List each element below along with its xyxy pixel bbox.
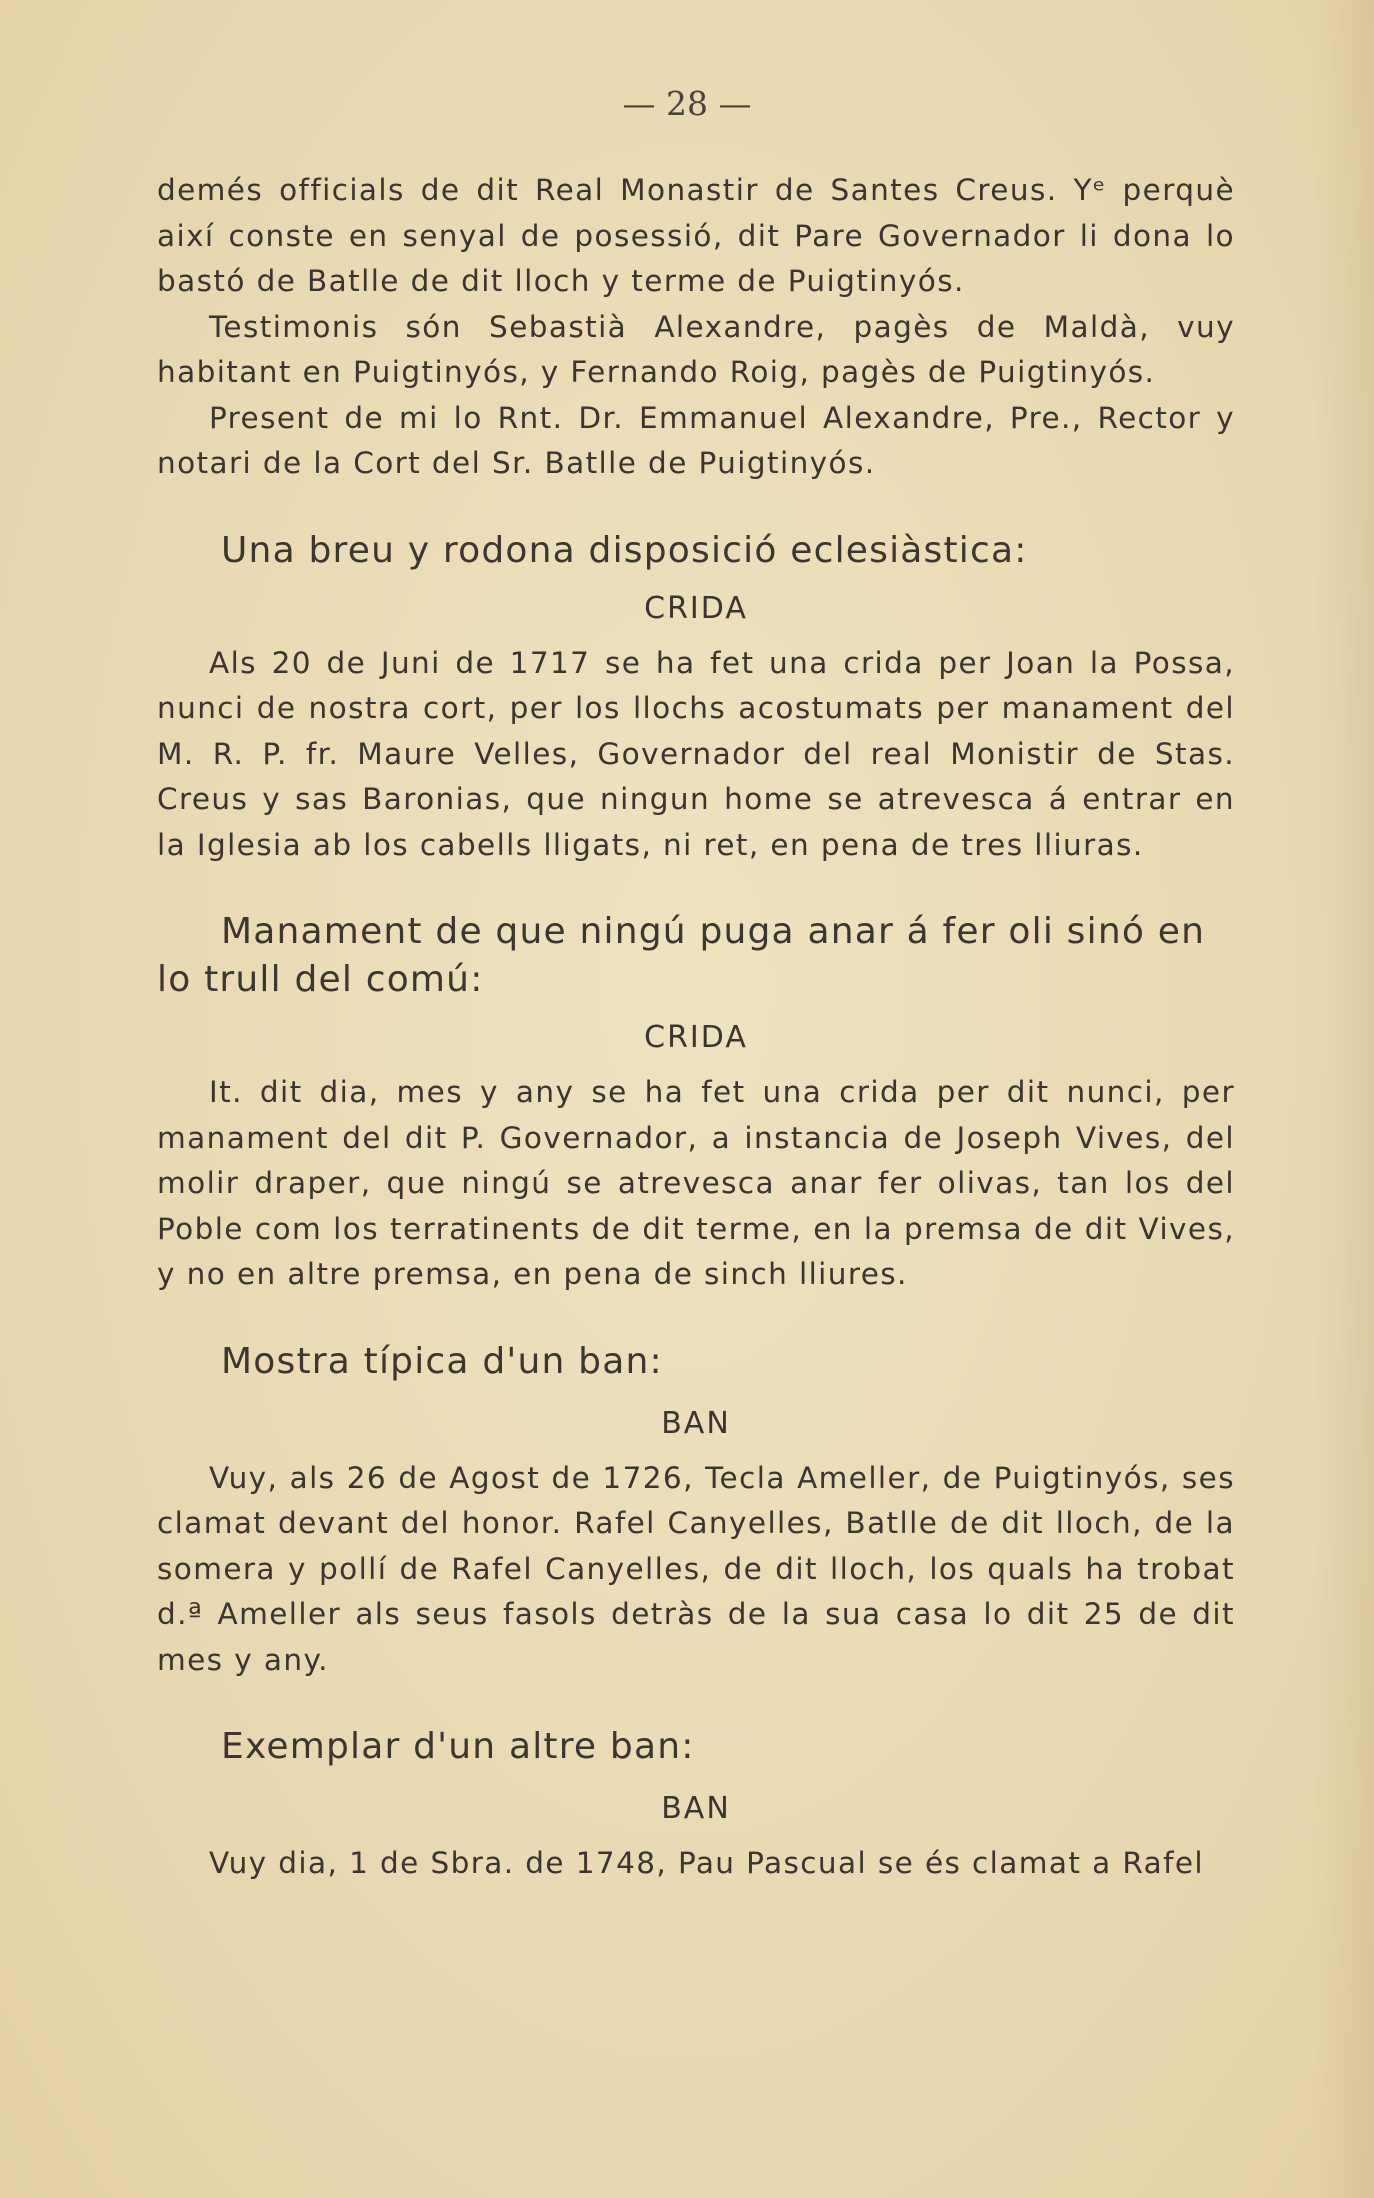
- paragraph-officials: demés officials de dit Real Monastir de Santes Creus. Yᵉ perquè així conste en senyal de posessió, dit Pare Governador li dona lo bastó de Batlle de dit lloch y terme de Puigtinyós.: [157, 173, 1235, 298]
- paragraph-testimonis: Testimonis són Sebastià Alexandre, pagès de Maldà, vuy habitant en Puigtinyós, y Fernando Roig, pagès de Puigtinyós.: [157, 309, 1235, 389]
- ban-title-1: BAN: [661, 1405, 731, 1441]
- page-spine-shadow: [1314, 0, 1374, 2198]
- heading-exemplar: Exemplar d'un altre ban:: [221, 1726, 695, 1767]
- page-body: [157, 168, 1235, 1887]
- heading-mostra: Mostra típica d'un ban:: [221, 1340, 663, 1382]
- crida-title-2: CRIDA: [644, 1020, 748, 1055]
- paragraph-ban-1: Vuy, als 26 de Agost de 1726, Tecla Ameller, de Puigtinyós, ses clamat devant del honor. Rafel Canyelles, Batlle de dit lloch, de la somera y pollí de Rafel Canyelles, de dit lloch, los quals ha trobat d.ª Ameller als seus fasols detràs de la sua casa lo dit 25 de dit mes y any.: [157, 1460, 1235, 1677]
- paragraph-present: Present de mi lo Rnt. Dr. Emmanuel Alexandre, Pre., Rector y notari de la Cort del Sr. Batlle de Puigtinyós.: [157, 400, 1235, 480]
- paragraph-crida-2: It. dit dia, mes y any se ha fet una crida per dit nunci, per manament del dit P. Governador, a instancia de Joseph Vives, del molir draper, que ningú se atrevesca anar fer olivas, tan los del Poble com los terratinents de dit terme, en la premsa de dit Vives, y no en altre premsa, en pena de sinch lliures.: [157, 1075, 1235, 1291]
- heading-disposicio: Una breu y rodona disposició eclesiàstica:: [221, 529, 1028, 571]
- heading-manament: Manament de que ningú puga anar á fer oli sinó en lo trull del comú:: [157, 911, 1206, 1000]
- ban-title-2: BAN: [661, 1791, 731, 1826]
- crida-title-1: CRIDA: [644, 590, 748, 626]
- paragraph-crida-1: Als 20 de Juni de 1717 se ha fet una crida per Joan la Possa, nunci de nostra cort, per los llochs acostumats per manament del M. R. P. fr. Maure Velles, Governador del real Monistir de Stas. Creus y sas Baronias, que ningun home se atrevesca á entrar en la Iglesia ab los cabells lligats, ni ret, en pena de tres lliuras.: [157, 645, 1235, 862]
- page-number: — 28 —: [622, 84, 752, 123]
- paragraph-ban-2: Vuy dia, 1 de Sbra. de 1748, Pau Pascual se és clamat a Rafel: [209, 1846, 1205, 1880]
